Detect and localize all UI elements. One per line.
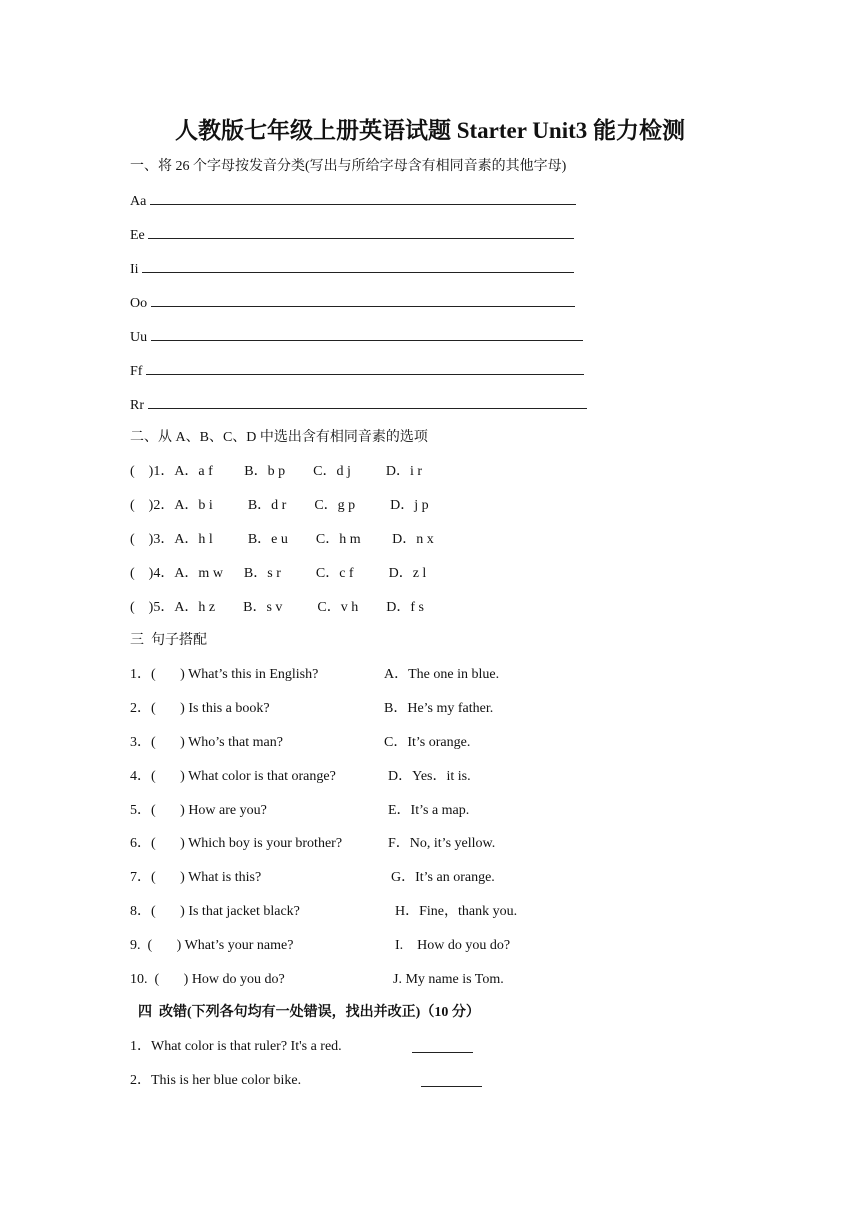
letter-label: Ee bbox=[130, 228, 145, 243]
letter-row-ee bbox=[130, 226, 574, 245]
letter-row-ff bbox=[130, 362, 584, 381]
letter-label: Aa bbox=[130, 194, 147, 209]
match-answer: E．It’s a map. bbox=[388, 803, 470, 818]
correction-item: 2．This is her blue color bike. bbox=[130, 1073, 302, 1088]
match-question: 6．( ) Which boy is your brother? bbox=[130, 836, 343, 851]
letter-label: Ii bbox=[130, 262, 139, 277]
choice-item: ( )1．A．a f B．b p C．d j D．i r bbox=[130, 464, 423, 479]
match-question: 10. ( ) How do you do? bbox=[130, 972, 285, 987]
answer-blank[interactable] bbox=[148, 226, 574, 239]
choice-item: ( )4．A．m w B．s r C．c f D．z l bbox=[130, 566, 427, 581]
section4-heading: 四 改错(下列各句均有一处错误，找出并改正)（10 分） bbox=[138, 1005, 480, 1020]
match-answer: D．Yes．it is. bbox=[388, 769, 471, 784]
letter-label: Oo bbox=[130, 296, 148, 311]
section2-heading: 二、从 A、B、C、D 中选出含有相同音素的选项 bbox=[130, 430, 428, 445]
correction-item: 1．What color is that ruler? It's a red. bbox=[130, 1039, 342, 1054]
match-question: 1．( ) What’s this in English? bbox=[130, 667, 319, 682]
page-title: 人教版七年级上册英语试题 Starter Unit3 能力检测 bbox=[174, 118, 686, 143]
match-question: 3．( ) Who’s that man? bbox=[130, 735, 283, 750]
choice-item: ( )2．A．b i B．d r C．g p D．j p bbox=[130, 498, 429, 513]
letter-row-aa bbox=[130, 192, 576, 211]
answer-blank[interactable] bbox=[151, 328, 583, 341]
match-answer: H．Fine，thank you. bbox=[395, 904, 518, 919]
letter-label: Ff bbox=[130, 364, 143, 379]
answer-blank[interactable] bbox=[146, 362, 584, 375]
match-question: 7．( ) What is this? bbox=[130, 870, 262, 885]
match-answer: J. My name is Tom. bbox=[393, 972, 504, 987]
match-answer: I. How do you do? bbox=[395, 938, 511, 953]
choice-item: ( )5．A．h z B．s v C．v h D．f s bbox=[130, 600, 424, 615]
section1-heading: 一、将 26 个字母按发音分类(写出与所给字母含有相同音素的其他字母) bbox=[130, 159, 567, 174]
match-question: 4．( ) What color is that orange? bbox=[130, 769, 336, 784]
answer-blank[interactable] bbox=[142, 260, 574, 273]
letter-row-rr bbox=[130, 396, 587, 415]
answer-blank[interactable] bbox=[151, 294, 575, 307]
letter-label: Uu bbox=[130, 330, 148, 345]
choice-item: ( )3．A．h l B．e u C．h m D．n x bbox=[130, 532, 434, 547]
match-question: 5．( ) How are you? bbox=[130, 803, 267, 818]
letter-row-ii bbox=[130, 260, 574, 279]
match-answer: A．The one in blue. bbox=[384, 667, 500, 682]
match-answer: C．It’s orange. bbox=[384, 735, 471, 750]
match-question: 2．( ) Is this a book? bbox=[130, 701, 270, 716]
match-question: 9. ( ) What’s your name? bbox=[130, 938, 294, 953]
section3-heading: 三 句子搭配 bbox=[130, 633, 207, 648]
match-answer: F．No, it’s yellow. bbox=[388, 836, 496, 851]
correction-blank[interactable] bbox=[421, 1074, 482, 1087]
answer-blank[interactable] bbox=[148, 396, 587, 409]
match-answer: G．It’s an orange. bbox=[391, 870, 495, 885]
letter-label: Rr bbox=[130, 398, 144, 413]
letter-row-oo bbox=[130, 294, 575, 313]
correction-blank[interactable] bbox=[412, 1040, 473, 1053]
answer-blank[interactable] bbox=[150, 192, 576, 205]
match-answer: B．He’s my father. bbox=[384, 701, 494, 716]
match-question: 8．( ) Is that jacket black? bbox=[130, 904, 300, 919]
letter-row-uu bbox=[130, 328, 583, 347]
